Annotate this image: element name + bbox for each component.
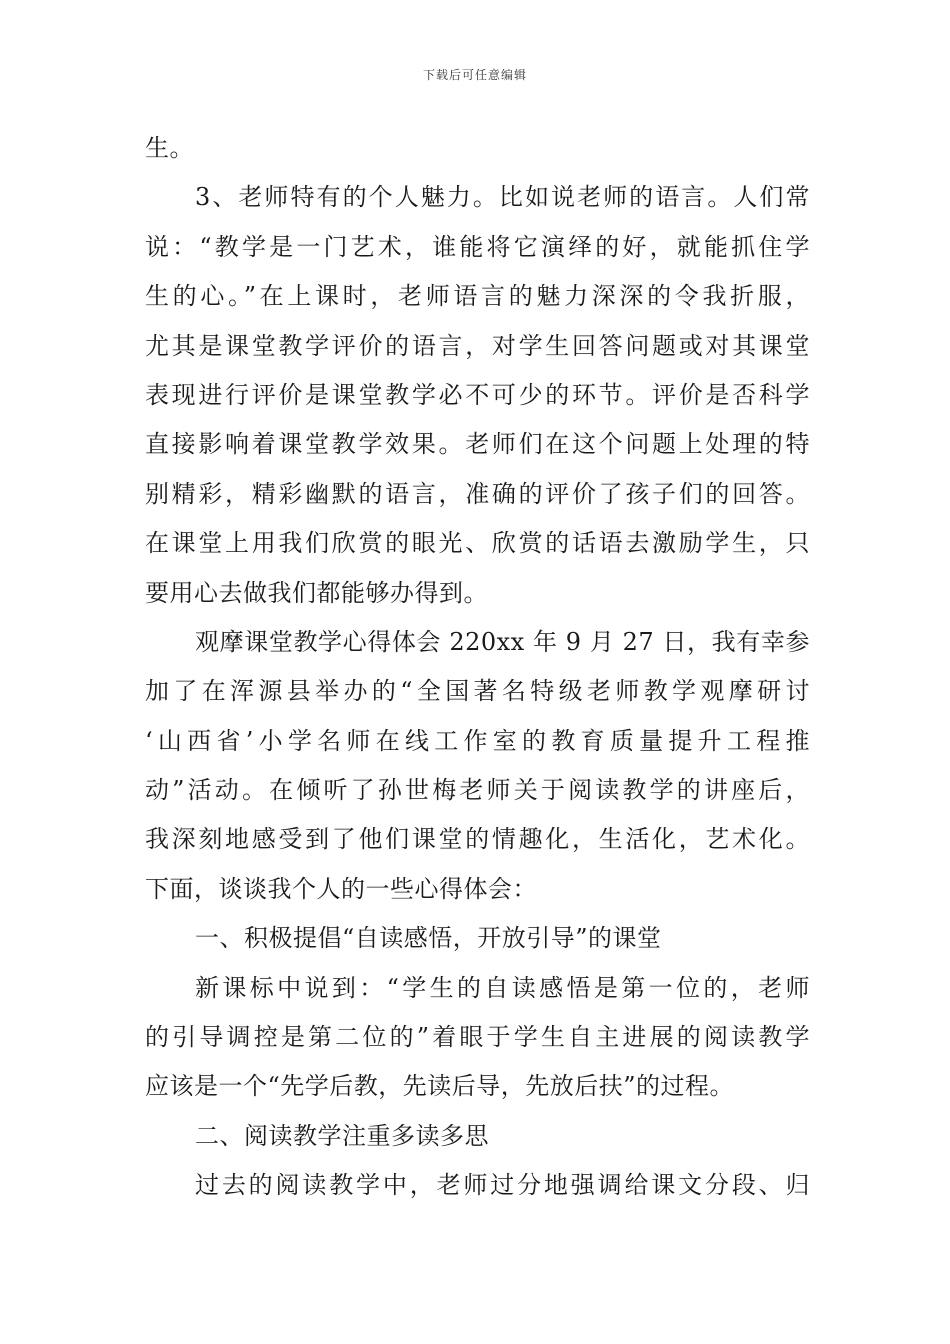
text-line: 生。 xyxy=(145,134,194,162)
text-line: 说：“教学是一门艺术，谁能将它演绎的好，就能抓住学 xyxy=(145,232,810,261)
text-line: ‘山西省’小学名师在线工作室的教育质量提升工程推 xyxy=(145,726,810,755)
text-line: 尤其是课堂教学评价的语言，对学生回答问题或对其课堂 xyxy=(145,331,810,360)
text-line: 动”活动。在倾听了孙世梅老师关于阅读教学的讲座后， xyxy=(145,776,810,805)
paragraph-start-line: 3、老师特有的个人魅力。比如说老师的语言。人们常 xyxy=(195,183,810,212)
text-line: 加了在浑源县举办的“全国著名特级老师教学观摩研讨 xyxy=(145,677,810,706)
text-line: 别精彩，精彩幽默的语言，准确的评价了孩子们的回答。 xyxy=(145,479,810,508)
section-heading: 二、阅读教学注重多读多思 xyxy=(195,1121,489,1150)
text-line: 表现进行评价是课堂教学必不可少的环节。评价是否科学 xyxy=(145,380,810,409)
text-line: 在课堂上用我们欣赏的眼光、欣赏的话语去激励学生，只 xyxy=(145,529,810,558)
document-body xyxy=(145,124,810,1211)
section-heading: 一、积极提倡“自读感悟，开放引导”的课堂 xyxy=(195,924,662,953)
text-line: 生的心。”在上课时，老师语言的魅力深深的令我折服， xyxy=(145,282,810,311)
text-line: 下面，谈谈我个人的一些心得体会： xyxy=(145,874,537,903)
text-line: 我深刻地感受到了他们课堂的情趣化，生活化，艺术化。 xyxy=(145,825,810,854)
paragraph-start-line: 过去的阅读教学中，老师过分地强调给课文分段、归 xyxy=(195,1171,810,1200)
text-line: 应该是一个“先学后教，先读后导，先放后扶”的过程。 xyxy=(145,1072,735,1101)
text-line: 的引导调控是第二位的”着眼于学生自主进展的阅读教学 xyxy=(145,1023,810,1052)
text-line: 直接影响着课堂教学效果。老师们在这个问题上处理的特 xyxy=(145,430,810,459)
paragraph-start-line: 观摩课堂教学心得体会 220xx 年 9 月 27 日，我有幸参 xyxy=(195,627,810,656)
page-header: 下载后可任意编辑 xyxy=(422,68,527,82)
paragraph-start-line: 新课标中说到：“学生的自读感悟是第一位的，老师 xyxy=(195,973,810,1002)
text-line: 要用心去做我们都能够办得到。 xyxy=(145,578,488,607)
